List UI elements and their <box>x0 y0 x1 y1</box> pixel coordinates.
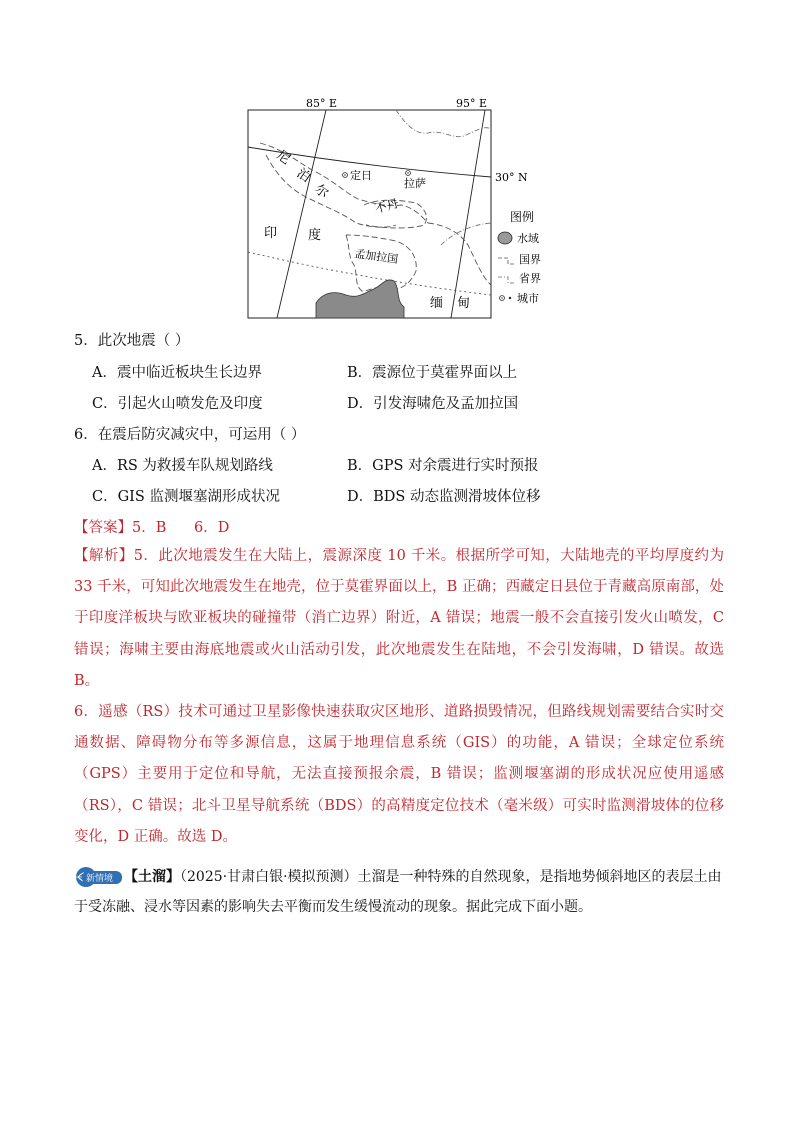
water-bay <box>316 280 404 318</box>
analysis-label: 【解析】 <box>74 548 134 564</box>
question-6-stem: 6．在震后防灾减灾中，可运用（ ） <box>74 427 306 443</box>
label-myanmar-1: 缅 <box>430 296 444 311</box>
new-context-badge-text: 新情境 <box>86 874 114 884</box>
analysis-paragraph-6 <box>74 697 724 853</box>
new-context-block <box>74 862 724 922</box>
city-dingri-label: 定日 <box>350 169 372 182</box>
legend-city-label: 城市 <box>517 292 539 305</box>
new-context-source: （2025·甘肃白银·模拟预测） <box>180 869 358 885</box>
label-bhutan: 不丹 <box>373 196 400 216</box>
new-context-badge <box>74 864 122 890</box>
answer-line <box>74 516 229 537</box>
city-lhasa-label: 拉萨 <box>404 177 426 190</box>
lon-label-95: 95° E <box>456 97 488 110</box>
question-5-option-d: D．引发海啸危及孟加拉国 <box>347 396 519 412</box>
label-myanmar-2: 甸 <box>457 296 471 311</box>
label-nepal-2: 泊 <box>293 165 313 186</box>
analysis-text-6: 6．遥感（RS）技术可通过卫星影像快速获取灾区地形、道路损毁情况，但路线规划需要结合实时交通数据、障碍物分布等多源信息，这属于地理信息系统（GIS）的功能，A 错误；全球定位系统（GPS）主要用于定位和导航，无法直接预报余震，B 错误；监测堰塞湖的形成状况应使用遥感（RS），C 错误；北斗卫星导航系统（BDS）的高精度定位技术（毫米级）可实时监测滑坡体的位移变化，D 正确。故选 D。 <box>74 704 724 845</box>
legend-water-label: 水域 <box>517 232 539 245</box>
new-context-body: 土溜是一种特殊的自然现象，是指地势倾斜地区的表层土由于受冻融、浸水等因素的影响失去平衡而发生缓慢流动的现象。据此完成下面小题。 <box>74 869 722 915</box>
province-border <box>396 110 491 137</box>
question-6-option-a: A．RS 为救援车队规划路线 <box>92 458 273 474</box>
question-6-option-b: B．GPS 对余震进行实时预报 <box>347 458 539 474</box>
label-nepal-1: 尼 <box>273 147 293 168</box>
analysis-text-5: 5．此次地震发生在大陆上，震源深度 10 千米。根据所学可知，大陆地壳的平均厚度约为 33 千米，可知此次地震发生在地壳，位于莫霍界面以上，B 正确；西藏定日县位于青藏高原南部，处于印度洋板块与欧亚板块的碰撞带（消亡边界）附近，A 错误；地震一般不会直接引发火山喷发，C 错误；海啸主要由海底地震或火山活动引发，此次地震发生在陆地，不会引发海啸，D 错误。故选 B。 <box>74 548 724 689</box>
question-5-option-a: A．震中临近板块生长边界 <box>92 365 262 381</box>
question-5-option-b: B．震源位于莫霍界面以上 <box>347 365 518 381</box>
legend-national-icon <box>498 258 514 264</box>
label-nepal-3: 尔 <box>311 181 331 202</box>
lat-label-30n: 30° N <box>495 171 528 184</box>
label-india-2: 度 <box>308 228 322 243</box>
label-india-1: 印 <box>264 226 278 241</box>
legend-title: 图例 <box>510 210 535 224</box>
analysis-paragraph-5 <box>74 541 724 697</box>
question-6-option-d: D．BDS 动态监测滑坡体位移 <box>347 489 541 505</box>
new-context-title: 【土溜】 <box>124 869 180 885</box>
lon-label-85: 85° E <box>306 97 338 110</box>
meridian-95 <box>451 110 485 318</box>
map-svg <box>246 95 546 320</box>
question-5-option-c: C．引起火山喷发危及印度 <box>92 396 263 412</box>
question-5-stem: 5．此次地震（ ） <box>74 333 190 349</box>
border-myanmar <box>428 223 491 285</box>
meridian-85 <box>277 110 326 318</box>
label-bangladesh: 孟加拉国 <box>353 247 399 267</box>
legend-province-icon <box>498 277 514 283</box>
answer-label: 【答案】 <box>74 520 132 536</box>
legend-national-label: 国界 <box>519 253 541 266</box>
new-context-badge-icon <box>74 864 122 890</box>
map-figure <box>246 95 546 320</box>
legend-province-label: 省界 <box>519 272 541 285</box>
answer-text: 5．B 6．D <box>132 520 230 536</box>
question-6-option-c: C．GIS 监测堰塞湖形成状况 <box>92 489 280 505</box>
legend-water-icon <box>498 232 512 244</box>
